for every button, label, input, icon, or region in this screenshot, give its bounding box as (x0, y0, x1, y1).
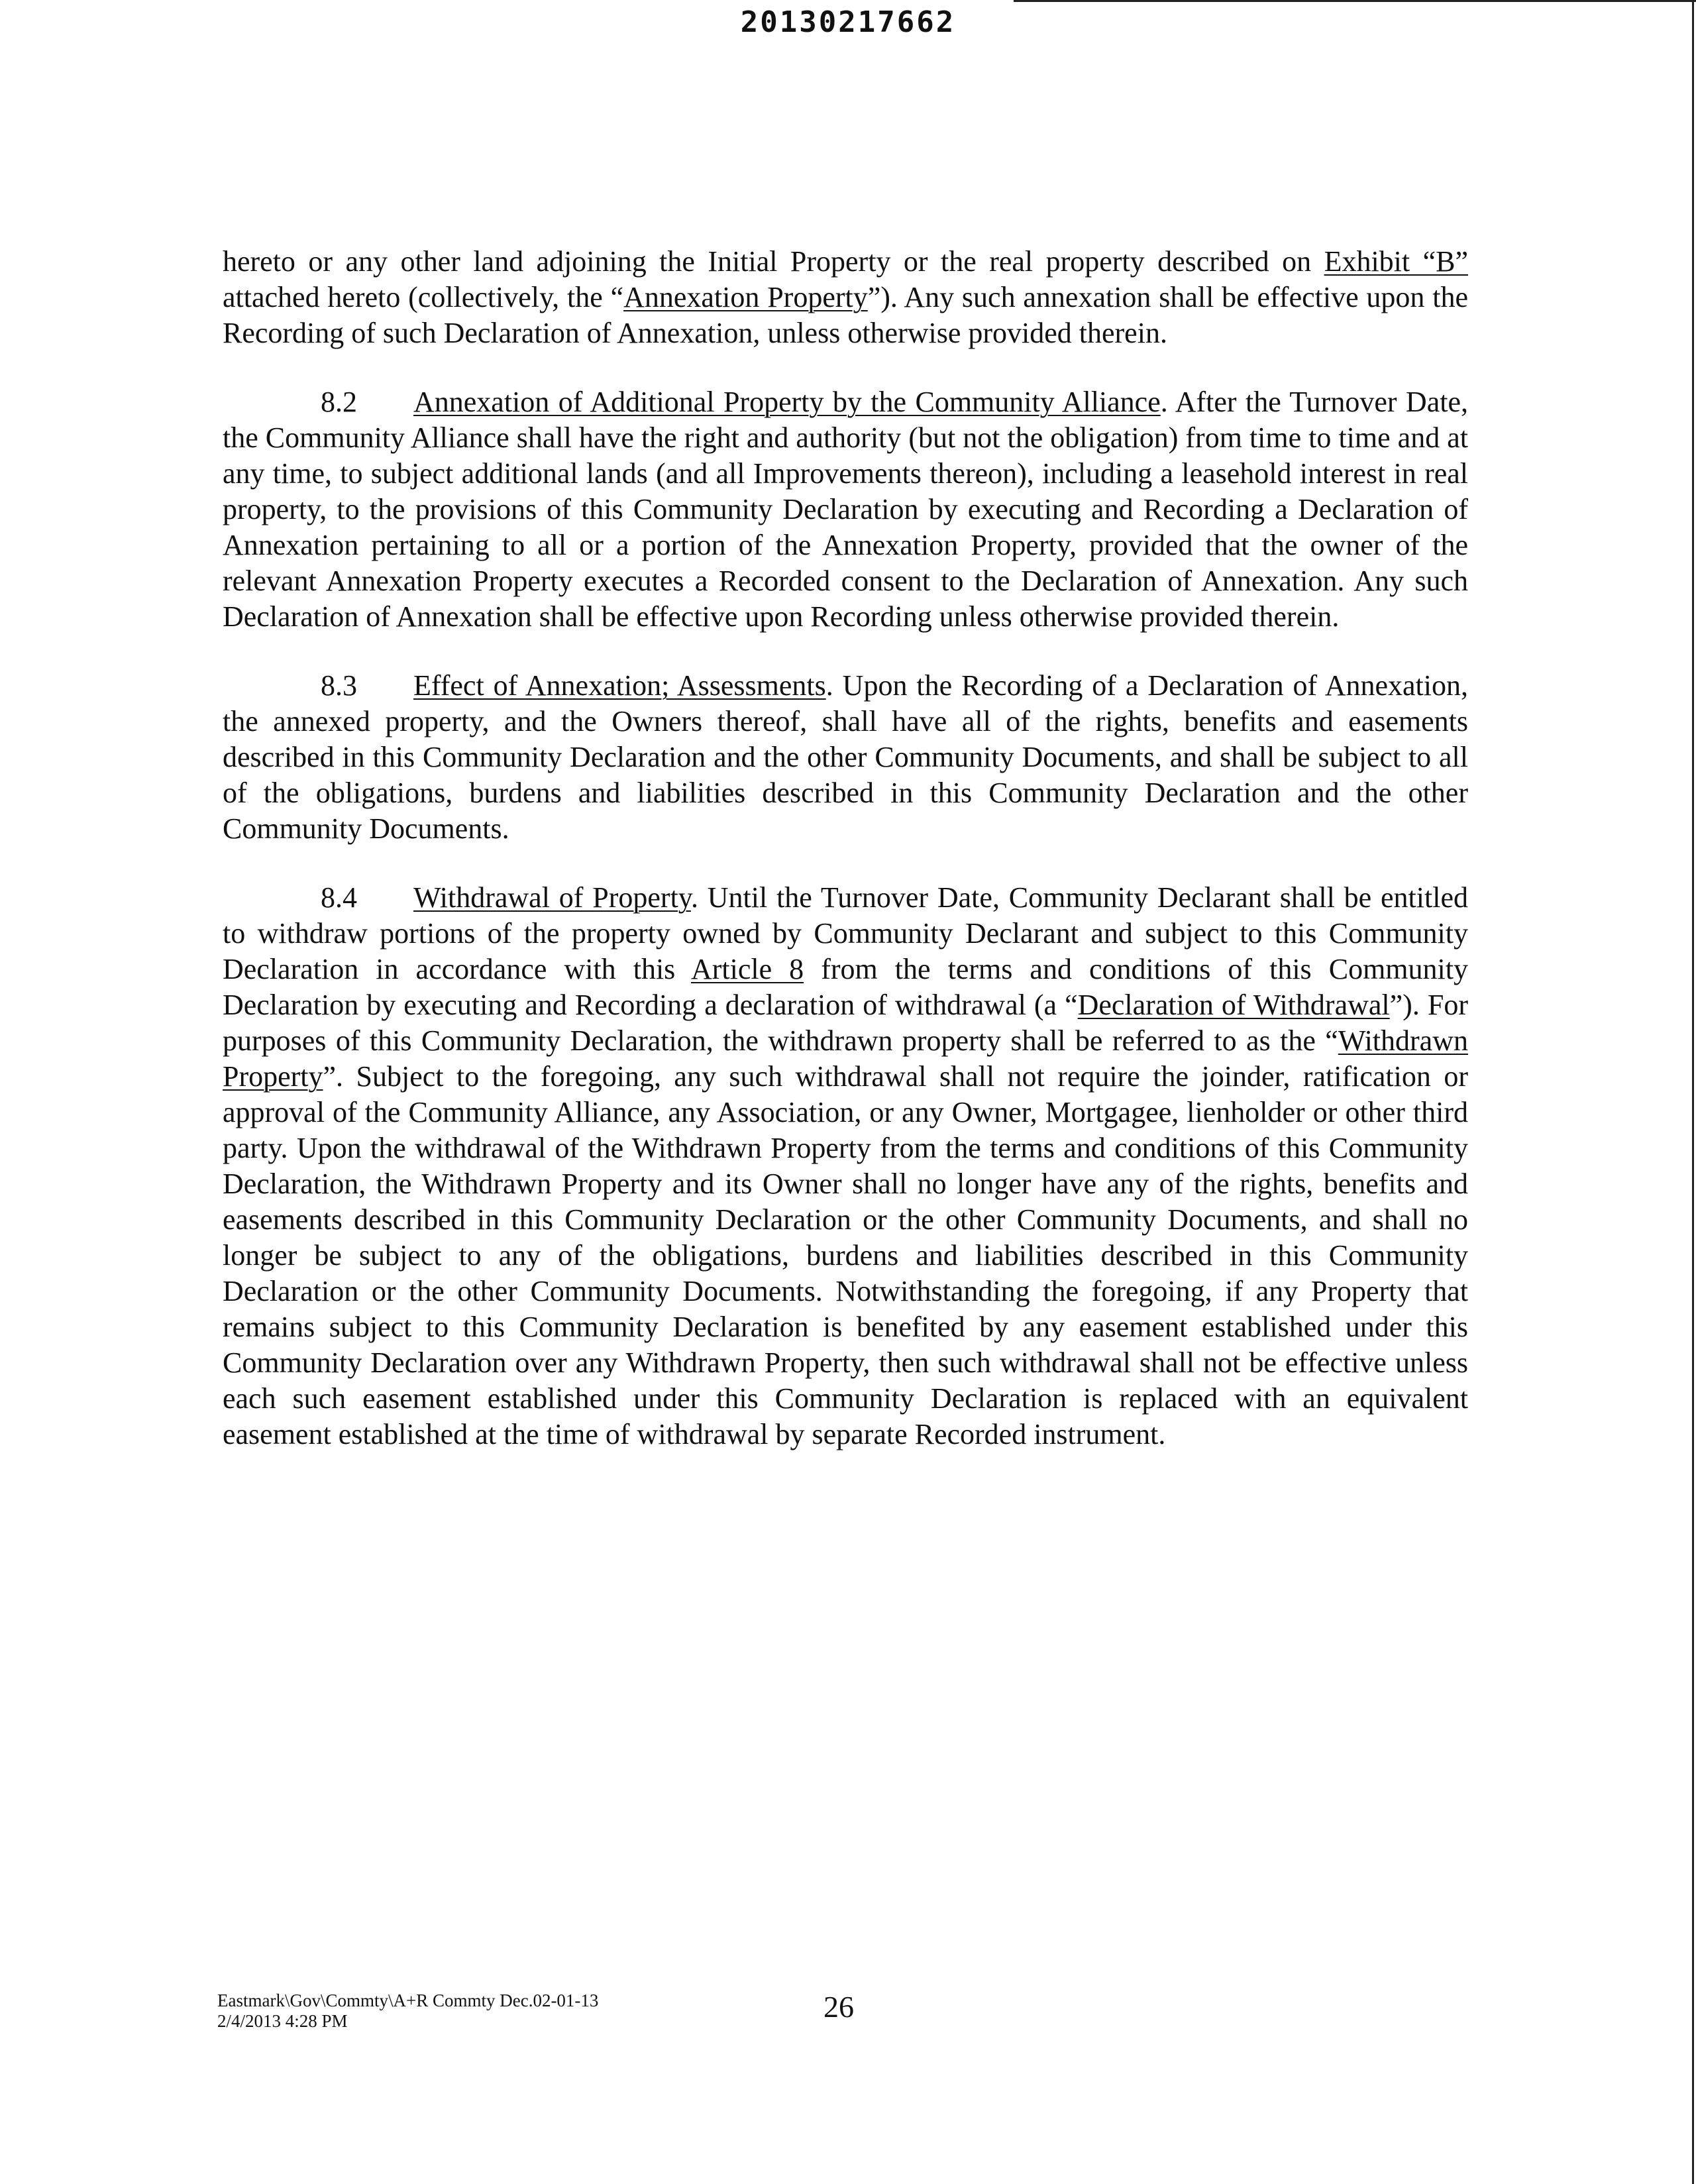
text-run: ”). For purposes of this Community Declaration, the withdrawn property shall be referred to as the “ (223, 989, 1468, 1057)
footer-timestamp: 2/4/2013 4:28 PM (217, 2011, 348, 2031)
article-reference: Article 8 (690, 953, 804, 985)
footer-file-info (217, 1991, 598, 2032)
defined-term-declaration-of-withdrawal: Declaration of Withdrawal (1077, 989, 1390, 1021)
exhibit-reference: Exhibit “B” (1324, 245, 1468, 278)
section-8-3 (223, 668, 1468, 847)
section-number: 8.3 (321, 669, 357, 702)
section-8-4 (223, 880, 1468, 1452)
header-rule (1014, 0, 1696, 2)
text-run: attached hereto (collectively, the “ (223, 281, 624, 313)
document-number: 20130217662 (740, 5, 956, 39)
footer-file-path: Eastmark\Gov\Commty\A+R Commty Dec.02-01-13 (217, 1991, 599, 2010)
defined-term-withdrawn-property: Withdrawn Property (223, 1024, 1468, 1093)
text-run: . Until the Turnover Date, Community Declarant shall be entitled to withdraw portions of the property owned by Community Declarant and subject to this Community Declaration in accordance with this (223, 881, 1468, 985)
paragraph-continuation (223, 244, 1468, 351)
section-title: Withdrawal of Property (413, 881, 691, 914)
section-number: 8.2 (321, 386, 357, 418)
section-number: 8.4 (321, 881, 357, 914)
text-run: ”. Subject to the foregoing, any such withdrawal shall not require the joinder, ratification or approval of the Community Alliance, any Association, or any Owner, Mortgagee, lienholder or other third party. Upon the withdrawal of the Withdrawn Property from the terms and conditions of this Community Declaration, the Withdrawn Property and its Owner shall no longer have any of the rights, benefits and easements described in this Community Declaration or the other Community Documents, and shall no longer be subject to any of the obligations, burdens and liabilities described in this Community Declaration or the other Community Documents. Notwithstanding the foregoing, if any Property that remains subject to this Community Declaration is benefited by any easement established under this Community Declaration over any Withdrawn Property, then such withdrawal shall not be effective unless each such easement established under this Community Declaration is replaced with an equivalent easement established at the time of withdrawal by separate Recorded instrument. (223, 1060, 1468, 1450)
section-text: . After the Turnover Date, the Community Alliance shall have the right and authority (but not the obligation) from time to time and at any time, to subject additional lands (and all Improvements thereon), including a leasehold interest in real property, to the provisions of this Community Declaration by executing and Recording a Declaration of Annexation pertaining to all or a portion of the Annexation Property, provided that the owner of the relevant Annexation Property executes a Recorded consent to the Declaration of Annexation. Any such Declaration of Annexation shall be effective upon Recording unless otherwise provided therein. (223, 386, 1468, 633)
text-run: from the terms and conditions of this Community Declaration by executing and Recording a declaration of withdrawal (a “ (223, 953, 1468, 1021)
page-number: 26 (823, 1990, 854, 2024)
section-text: . Upon the Recording of a Declaration of Annexation, the annexed property, and the Owners thereof, shall have all of the rights, benefits and easements described in this Community Declaration and the other Community Documents, and shall be subject to all of the obligations, burdens and liabilities described in this Community Declaration and the other Community Documents. (223, 669, 1468, 845)
document-body (223, 244, 1468, 1486)
defined-term-annexation-property: Annexation Property (623, 281, 868, 313)
section-title: Effect of Annexation; Assessments (413, 669, 826, 702)
text-run: ”). Any such annexation shall be effective upon the Recording of such Declaration of Annexation, unless otherwise provided therein. (223, 281, 1468, 349)
section-8-2 (223, 384, 1468, 635)
page-edge-rule (1692, 0, 1694, 2184)
text-run: hereto or any other land adjoining the Initial Property or the real property described on (223, 245, 1324, 278)
section-title: Annexation of Additional Property by the Community Alliance (413, 386, 1161, 418)
